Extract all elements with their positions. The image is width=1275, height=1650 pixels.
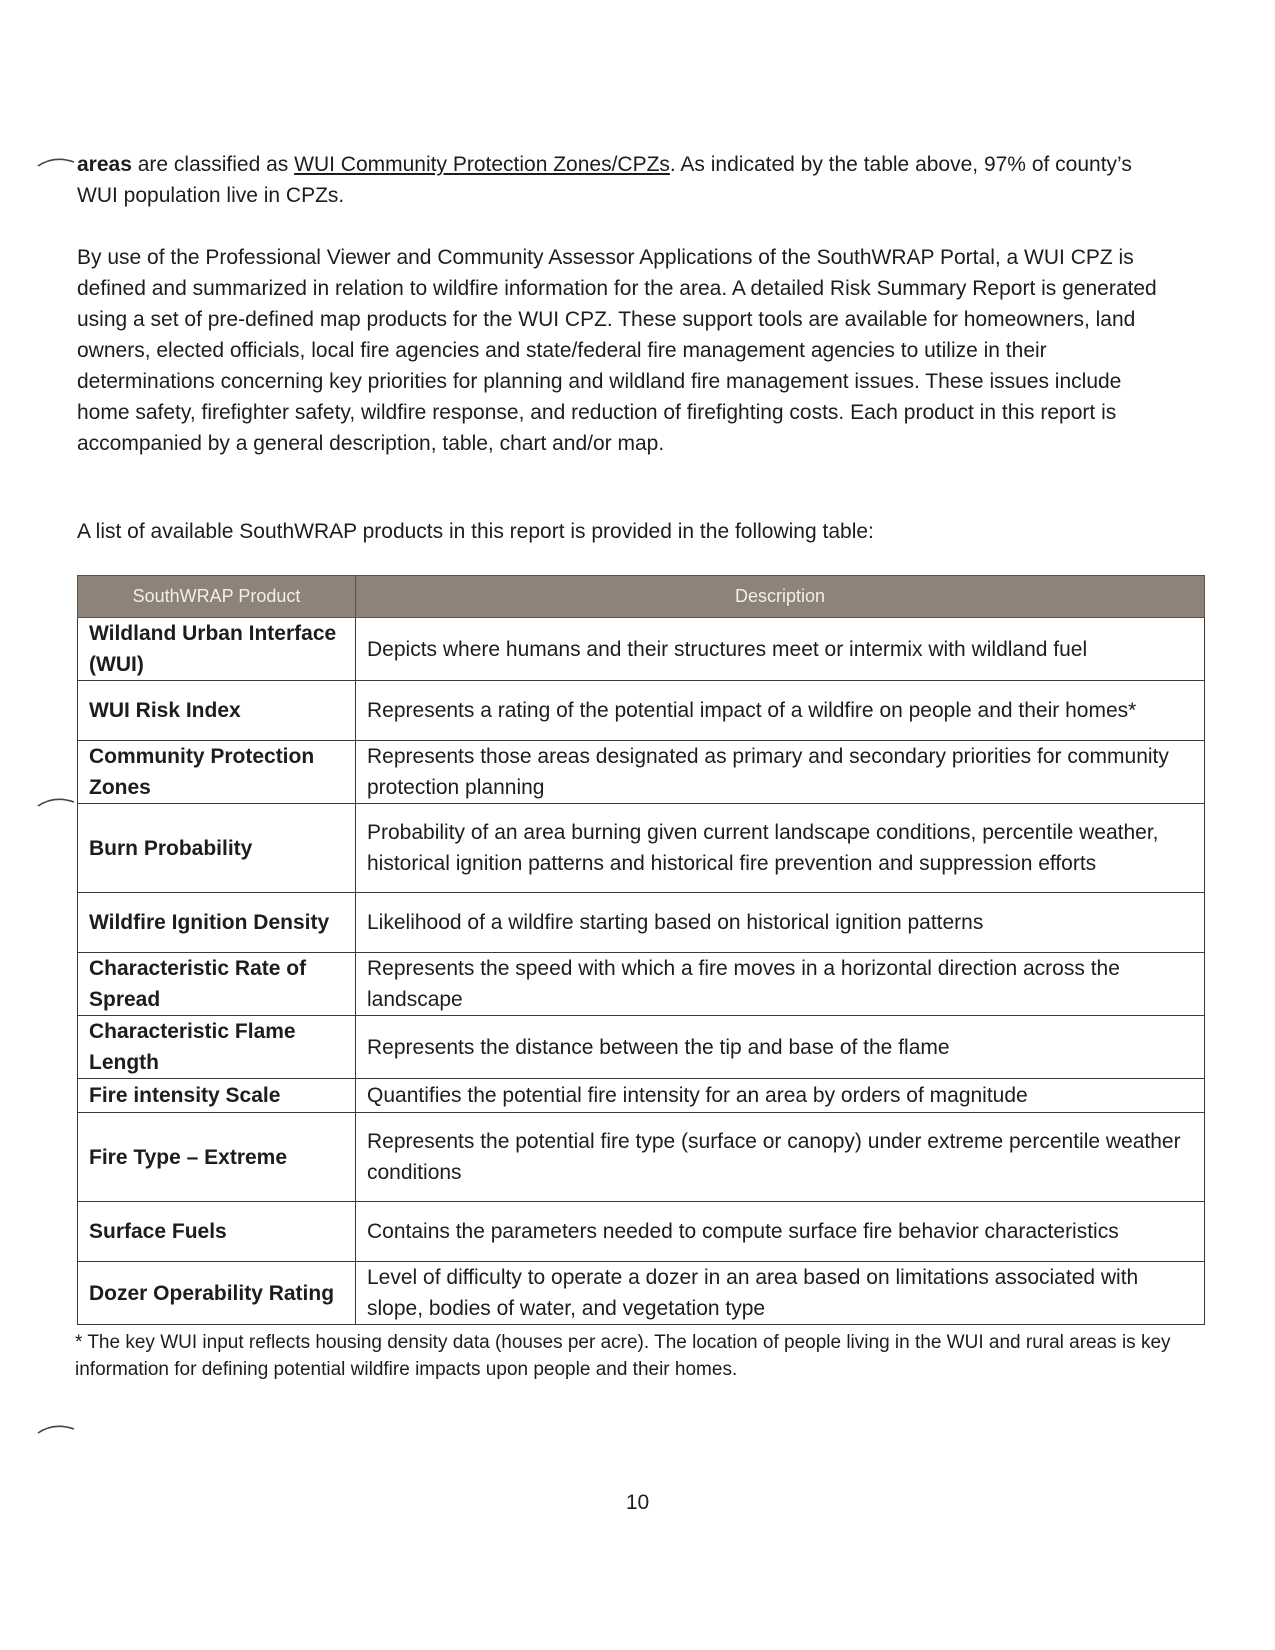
product-description: Represents the speed with which a fire moves in a horizontal direction across the landscape (356, 953, 1205, 1016)
table-row (78, 618, 1205, 681)
product-description: Likelihood of a wildfire starting based on historical ignition patterns (356, 893, 1205, 953)
header-description: Description (356, 576, 1205, 618)
cpz-link-text: WUI Community Protection Zones/CPZs (294, 153, 670, 176)
table-row (78, 1262, 1205, 1325)
product-name: Community Protection Zones (78, 741, 356, 804)
product-description: Probability of an area burning given current landscape conditions, percentile weather, historical ignition patterns and historical fire prevention and suppression efforts (356, 804, 1205, 893)
product-name: Dozer Operability Rating (78, 1262, 356, 1325)
product-name: Wildland Urban Interface (WUI) (78, 618, 356, 681)
intro-bold-word: areas (77, 153, 132, 176)
table-row (78, 1202, 1205, 1262)
page-number: 10 (625, 1491, 650, 1514)
table-row (78, 1079, 1205, 1113)
table-row (78, 741, 1205, 804)
product-name: Characteristic Flame Length (78, 1016, 356, 1079)
binder-mark-top (36, 155, 76, 169)
table-intro-paragraph: A list of available SouthWRAP products in this report is provided in the following table: (77, 520, 874, 543)
products-table (77, 575, 1205, 1325)
product-description: Quantifies the potential fire intensity for an area by orders of magnitude (356, 1079, 1205, 1113)
intro-tail: . As indicated by the table above, 97% of county’s WUI population live in CPZs. (77, 153, 1132, 207)
product-name: Fire intensity Scale (78, 1079, 356, 1113)
intro-paragraph (77, 149, 1157, 211)
binder-mark-bottom (36, 1422, 76, 1436)
body-paragraph-southwrap: By use of the Professional Viewer and Community Assessor Applications of the SouthWRAP Portal, a WUI CPZ is defined and summarized in relation to wildfire information for the area. A detailed Risk Summary Report is generated using a set of pre-defined map products for the WUI CPZ. These support tools are available for homeowners, land owners, elected officials, local fire agencies and state/federal fire management agencies to utilize in their determinations concerning key priorities for planning and wildland fire management issues. These issues include home safety, firefighter safety, wildfire response, and reduction of firefighting costs. Each product in this report is accompanied by a general description, table, chart and/or map. (77, 246, 1157, 455)
table-row (78, 681, 1205, 741)
binder-mark-middle (36, 795, 76, 809)
product-name: Surface Fuels (78, 1202, 356, 1262)
product-name: Fire Type – Extreme (78, 1113, 356, 1202)
product-description: Represents the distance between the tip and base of the flame (356, 1016, 1205, 1079)
table-row (78, 804, 1205, 893)
table-header-row (78, 576, 1205, 618)
product-name: Burn Probability (78, 804, 356, 893)
table-row (78, 893, 1205, 953)
product-name: Characteristic Rate of Spread (78, 953, 356, 1016)
header-product: SouthWRAP Product (78, 576, 356, 618)
intro-text: are classified as (131, 153, 295, 176)
product-description: Represents those areas designated as primary and secondary priorities for community protection planning (356, 741, 1205, 804)
product-description: Level of difficulty to operate a dozer in an area based on limitations associated with slope, bodies of water, and vegetation type (356, 1262, 1205, 1325)
product-description: Represents a rating of the potential impact of a wildfire on people and their homes* (356, 681, 1205, 741)
product-name: Wildfire Ignition Density (78, 893, 356, 953)
product-description: Contains the parameters needed to compute surface fire behavior characteristics (356, 1202, 1205, 1262)
table-row (78, 1016, 1205, 1079)
product-description: Represents the potential fire type (surface or canopy) under extreme percentile weather conditions (356, 1113, 1205, 1202)
product-name: WUI Risk Index (78, 681, 356, 741)
table-row (78, 1113, 1205, 1202)
table-row (78, 953, 1205, 1016)
table-footnote: * The key WUI input reflects housing density data (houses per acre). The location of people living in the WUI and rural areas is key information for defining potential wildfire impacts upon people and their homes. (75, 1332, 1171, 1380)
product-description: Depicts where humans and their structures meet or intermix with wildland fuel (356, 618, 1205, 681)
